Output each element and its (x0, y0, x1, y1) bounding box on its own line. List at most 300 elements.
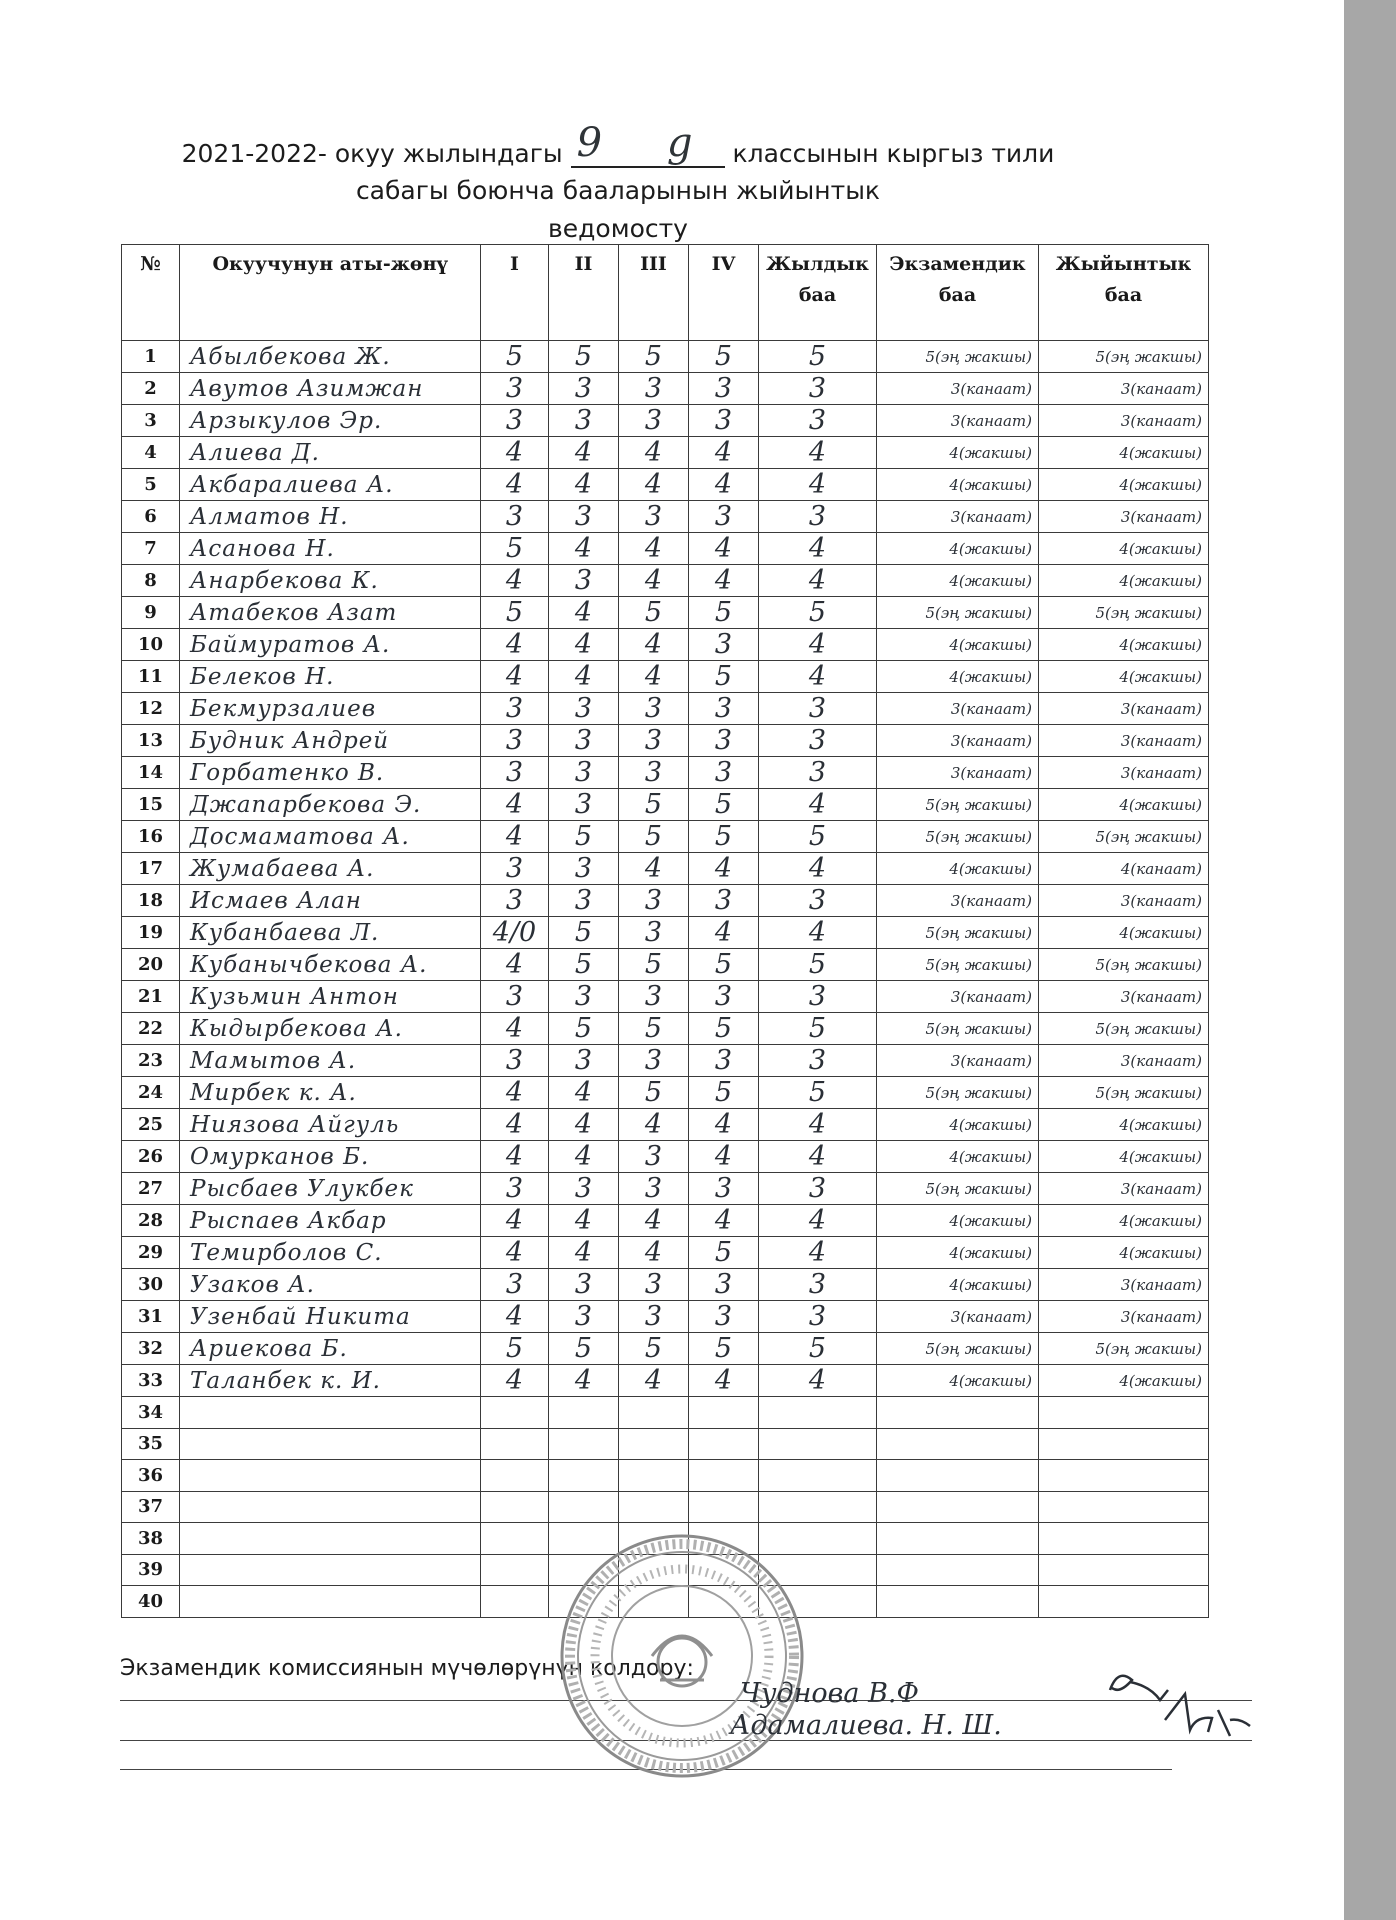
col-number-header: № (122, 245, 180, 341)
grade-q2: 5 (549, 949, 619, 981)
student-name: Рыспаев Акбар (180, 1205, 481, 1237)
grade-q4: 5 (689, 1333, 759, 1365)
grade-q3: 3 (619, 1045, 689, 1077)
grade-q2: 4 (549, 1077, 619, 1109)
exam-grade: 5(эң жакшы) (877, 821, 1039, 853)
year-grade: 3 (759, 757, 877, 789)
exam-grade: 5(эң жакшы) (877, 1077, 1039, 1109)
final-grade: 4(канаат) (1039, 853, 1209, 885)
grade-q4 (689, 1428, 759, 1460)
grade-q4: 3 (689, 1301, 759, 1333)
grade-q1: 5 (481, 533, 549, 565)
table-row (122, 1365, 1209, 1397)
table-row (122, 949, 1209, 981)
grade-q1: 4 (481, 1365, 549, 1397)
student-name: Алиева Д. (180, 437, 481, 469)
table-row (122, 565, 1209, 597)
student-name (180, 1428, 481, 1460)
final-grade (1039, 1586, 1209, 1618)
student-name: Рысбаев Улукбек (180, 1173, 481, 1205)
year-grade: 4 (759, 917, 877, 949)
final-grade: 5(эң жакшы) (1039, 341, 1209, 373)
final-grade: 5(эң жакшы) (1039, 1333, 1209, 1365)
grade-q1: 4/0 (481, 917, 549, 949)
grade-q1: 4 (481, 437, 549, 469)
grade-q3: 3 (619, 1141, 689, 1173)
student-name: Анарбекова К. (180, 565, 481, 597)
grade-q3: 4 (619, 1237, 689, 1269)
exam-grade: 3(канаат) (877, 1045, 1039, 1077)
row-number: 6 (122, 501, 180, 533)
final-grade: 4(жакшы) (1039, 661, 1209, 693)
grade-q2: 5 (549, 1333, 619, 1365)
grade-q4 (689, 1460, 759, 1492)
grade-q4: 3 (689, 1045, 759, 1077)
grade-q3 (619, 1491, 689, 1523)
year-grade: 5 (759, 949, 877, 981)
grade-q2: 3 (549, 757, 619, 789)
student-name: Кыдырбекова А. (180, 1013, 481, 1045)
row-number: 25 (122, 1109, 180, 1141)
table-row (122, 405, 1209, 437)
col-q1-header: I (481, 245, 549, 341)
student-name: Белеков Н. (180, 661, 481, 693)
exam-grade: 4(жакшы) (877, 565, 1039, 597)
grade-q3: 4 (619, 437, 689, 469)
row-number: 2 (122, 373, 180, 405)
student-name: Кузьмин Антон (180, 981, 481, 1013)
row-number: 14 (122, 757, 180, 789)
grade-q4: 5 (689, 1237, 759, 1269)
title-line-3: ведомосту (548, 214, 688, 243)
student-name: Мамытов А. (180, 1045, 481, 1077)
final-grade: 4(жакшы) (1039, 1205, 1209, 1237)
grade-q1 (481, 1397, 549, 1429)
exam-grade: 4(жакшы) (877, 1141, 1039, 1173)
grade-q3: 4 (619, 469, 689, 501)
grade-q1: 3 (481, 405, 549, 437)
grade-q3: 3 (619, 373, 689, 405)
grade-q4: 4 (689, 1365, 759, 1397)
table-row (122, 1045, 1209, 1077)
grade-q1: 3 (481, 725, 549, 757)
grade-q3: 4 (619, 565, 689, 597)
student-name: Узенбай Никита (180, 1301, 481, 1333)
row-number: 20 (122, 949, 180, 981)
table-row (122, 885, 1209, 917)
grade-q3: 5 (619, 1077, 689, 1109)
grade-q3: 3 (619, 1301, 689, 1333)
student-name: Кубанычбекова А. (180, 949, 481, 981)
commission-label: Экзамендик комиссиянын мүчөлөрүнүн колдору: (120, 1656, 694, 1681)
row-number: 5 (122, 469, 180, 501)
student-name (180, 1554, 481, 1586)
year-grade: 4 (759, 1205, 877, 1237)
exam-grade: 5(эң жакшы) (877, 1333, 1039, 1365)
grade-q3: 3 (619, 885, 689, 917)
exam-grade: 4(жакшы) (877, 629, 1039, 661)
student-name: Исмаев Алан (180, 885, 481, 917)
exam-grade: 4(жакшы) (877, 853, 1039, 885)
student-name: Абылбекова Ж. (180, 341, 481, 373)
final-grade (1039, 1554, 1209, 1586)
grade-q3: 4 (619, 629, 689, 661)
col-q2-header: II (549, 245, 619, 341)
student-name: Бекмурзалиев (180, 693, 481, 725)
grade-q2: 3 (549, 725, 619, 757)
final-grade: 3(канаат) (1039, 1269, 1209, 1301)
grade-q4: 4 (689, 917, 759, 949)
year-grade: 3 (759, 501, 877, 533)
row-number: 19 (122, 917, 180, 949)
exam-grade: 4(жакшы) (877, 1109, 1039, 1141)
student-name: Ариекова Б. (180, 1333, 481, 1365)
grade-q2: 4 (549, 1109, 619, 1141)
grade-q2: 4 (549, 1141, 619, 1173)
final-grade: 3(канаат) (1039, 1301, 1209, 1333)
row-number: 34 (122, 1397, 180, 1429)
table-row (122, 1237, 1209, 1269)
student-name: Акбаралиева А. (180, 469, 481, 501)
table-row (122, 789, 1209, 821)
grade-q3: 5 (619, 789, 689, 821)
grade-q1: 5 (481, 341, 549, 373)
year-grade: 3 (759, 1301, 877, 1333)
grade-q3: 4 (619, 533, 689, 565)
grade-q2: 5 (549, 341, 619, 373)
grade-q4 (689, 1397, 759, 1429)
col-year-header: Жылдык баа (759, 245, 877, 341)
student-name: Баймуратов А. (180, 629, 481, 661)
final-grade: 4(жакшы) (1039, 917, 1209, 949)
grade-q3 (619, 1428, 689, 1460)
table-row (122, 757, 1209, 789)
exam-grade: 5(эң жакшы) (877, 917, 1039, 949)
table-row (122, 693, 1209, 725)
row-number: 11 (122, 661, 180, 693)
year-grade: 4 (759, 1141, 877, 1173)
row-number: 4 (122, 437, 180, 469)
grade-q2: 3 (549, 501, 619, 533)
year-grade: 4 (759, 789, 877, 821)
grade-q3: 4 (619, 1205, 689, 1237)
exam-grade: 3(канаат) (877, 693, 1039, 725)
year-grade: 4 (759, 533, 877, 565)
grade-q2: 3 (549, 981, 619, 1013)
table-row (122, 1460, 1209, 1492)
row-number: 8 (122, 565, 180, 597)
exam-grade: 3(канаат) (877, 405, 1039, 437)
grade-q1: 3 (481, 981, 549, 1013)
table-row (122, 1077, 1209, 1109)
grade-q3: 3 (619, 757, 689, 789)
row-number: 38 (122, 1523, 180, 1555)
final-grade: 4(жакшы) (1039, 1109, 1209, 1141)
grade-q4: 3 (689, 981, 759, 1013)
grade-q1: 3 (481, 1173, 549, 1205)
row-number: 33 (122, 1365, 180, 1397)
grade-q1: 3 (481, 1045, 549, 1077)
grade-q2: 3 (549, 693, 619, 725)
row-number: 3 (122, 405, 180, 437)
table-row (122, 1141, 1209, 1173)
table-row (122, 437, 1209, 469)
table-row (122, 981, 1209, 1013)
grade-q3: 4 (619, 1109, 689, 1141)
grades-table (121, 244, 1209, 1618)
grade-q1: 4 (481, 565, 549, 597)
grade-q4: 3 (689, 405, 759, 437)
grade-q4: 3 (689, 885, 759, 917)
table-row (122, 629, 1209, 661)
grade-q4: 5 (689, 789, 759, 821)
row-number: 35 (122, 1428, 180, 1460)
grade-q3 (619, 1460, 689, 1492)
grade-q4: 3 (689, 693, 759, 725)
year-grade: 4 (759, 1109, 877, 1141)
row-number: 30 (122, 1269, 180, 1301)
grade-q3: 4 (619, 1365, 689, 1397)
table-row (122, 533, 1209, 565)
year-grade: 3 (759, 885, 877, 917)
exam-grade: 3(канаат) (877, 725, 1039, 757)
final-grade: 3(канаат) (1039, 1173, 1209, 1205)
final-grade: 5(эң жакшы) (1039, 949, 1209, 981)
year-grade: 4 (759, 1237, 877, 1269)
grade-q1: 3 (481, 693, 549, 725)
grade-q4: 5 (689, 661, 759, 693)
year-grade: 4 (759, 629, 877, 661)
final-grade (1039, 1397, 1209, 1429)
table-row (122, 373, 1209, 405)
row-number: 13 (122, 725, 180, 757)
table-row (122, 1013, 1209, 1045)
grade-q3: 5 (619, 597, 689, 629)
exam-grade: 5(эң жакшы) (877, 597, 1039, 629)
year-grade (759, 1397, 877, 1429)
grade-q2: 3 (549, 1045, 619, 1077)
grade-q4: 4 (689, 1141, 759, 1173)
grade-q1: 3 (481, 501, 549, 533)
year-grade (759, 1428, 877, 1460)
final-grade: 4(жакшы) (1039, 565, 1209, 597)
row-number: 39 (122, 1554, 180, 1586)
final-grade: 3(канаат) (1039, 693, 1209, 725)
final-grade: 4(жакшы) (1039, 1365, 1209, 1397)
grade-q3: 5 (619, 949, 689, 981)
grade-q1 (481, 1586, 549, 1618)
round-seal-stamp-icon (556, 1530, 808, 1782)
grade-q2 (549, 1428, 619, 1460)
grade-q4: 4 (689, 437, 759, 469)
year-grade: 3 (759, 981, 877, 1013)
exam-grade (877, 1554, 1039, 1586)
grade-q1: 4 (481, 1013, 549, 1045)
table-row (122, 1428, 1209, 1460)
table-row (122, 1397, 1209, 1429)
table-row (122, 341, 1209, 373)
row-number: 1 (122, 341, 180, 373)
class-blank (571, 120, 725, 168)
grade-q2: 4 (549, 597, 619, 629)
grade-q1 (481, 1460, 549, 1492)
year-grade: 5 (759, 1333, 877, 1365)
student-name (180, 1491, 481, 1523)
col-final-header: Жыйынтык баа (1039, 245, 1209, 341)
exam-grade: 3(канаат) (877, 1301, 1039, 1333)
grade-q4: 4 (689, 469, 759, 501)
year-grade: 4 (759, 1365, 877, 1397)
row-number: 22 (122, 1013, 180, 1045)
year-grade: 3 (759, 693, 877, 725)
final-grade: 3(канаат) (1039, 405, 1209, 437)
student-name: Ниязова Айгуль (180, 1109, 481, 1141)
grade-q1: 4 (481, 1205, 549, 1237)
table-row (122, 1109, 1209, 1141)
final-grade: 3(канаат) (1039, 885, 1209, 917)
grade-q1: 4 (481, 661, 549, 693)
student-name: Алматов Н. (180, 501, 481, 533)
grade-q1: 3 (481, 757, 549, 789)
row-number: 31 (122, 1301, 180, 1333)
row-number: 32 (122, 1333, 180, 1365)
grade-q4: 3 (689, 501, 759, 533)
grade-q1: 4 (481, 1077, 549, 1109)
year-grade (759, 1460, 877, 1492)
grade-q3: 3 (619, 917, 689, 949)
table-row (122, 853, 1209, 885)
year-grade: 4 (759, 661, 877, 693)
student-name: Узаков А. (180, 1269, 481, 1301)
title-line-1 (0, 120, 1316, 168)
grade-q2 (549, 1397, 619, 1429)
row-number: 36 (122, 1460, 180, 1492)
grade-q4: 3 (689, 1269, 759, 1301)
final-grade: 5(эң жакшы) (1039, 821, 1209, 853)
grade-q1 (481, 1523, 549, 1555)
exam-grade: 4(жакшы) (877, 661, 1039, 693)
row-number: 24 (122, 1077, 180, 1109)
grade-q3: 5 (619, 1013, 689, 1045)
final-grade: 4(жакшы) (1039, 1237, 1209, 1269)
grade-q1: 4 (481, 1301, 549, 1333)
exam-grade (877, 1397, 1039, 1429)
grade-q2: 4 (549, 533, 619, 565)
year-grade: 3 (759, 1045, 877, 1077)
grade-q3: 3 (619, 1173, 689, 1205)
grade-q3: 3 (619, 405, 689, 437)
table-row (122, 725, 1209, 757)
row-number: 26 (122, 1141, 180, 1173)
student-name: Асанова Н. (180, 533, 481, 565)
student-name: Кубанбаева Л. (180, 917, 481, 949)
grade-q3: 3 (619, 1269, 689, 1301)
col-name-header: Окуучунун аты-жөнү (180, 245, 481, 341)
grade-q2: 4 (549, 437, 619, 469)
grade-q1: 5 (481, 597, 549, 629)
exam-grade: 5(эң жакшы) (877, 949, 1039, 981)
student-name (180, 1460, 481, 1492)
year-grade (759, 1491, 877, 1523)
grade-q2: 3 (549, 885, 619, 917)
table-header-row (122, 245, 1209, 341)
student-name (180, 1523, 481, 1555)
row-number: 37 (122, 1491, 180, 1523)
signature-2: Адамалиева. Н. Ш. (730, 1710, 1002, 1741)
row-number: 15 (122, 789, 180, 821)
student-name: Авутов Азимжан (180, 373, 481, 405)
year-grade: 3 (759, 725, 877, 757)
table-row (122, 1205, 1209, 1237)
final-grade: 3(канаат) (1039, 1045, 1209, 1077)
year-grade: 4 (759, 469, 877, 501)
signature-1: Чуднова В.Ф (740, 1678, 919, 1709)
grade-q4: 4 (689, 533, 759, 565)
student-name: Будник Андрей (180, 725, 481, 757)
grade-q2: 5 (549, 1013, 619, 1045)
row-number: 9 (122, 597, 180, 629)
grade-q4: 4 (689, 1109, 759, 1141)
row-number: 23 (122, 1045, 180, 1077)
grade-q4 (689, 1491, 759, 1523)
grade-q4: 4 (689, 565, 759, 597)
grade-q4: 5 (689, 821, 759, 853)
title-prefix: 2021-2022- окуу жылындагы (181, 139, 563, 168)
student-name: Жумабаева А. (180, 853, 481, 885)
grade-q2: 3 (549, 405, 619, 437)
grade-q2: 5 (549, 917, 619, 949)
exam-grade (877, 1523, 1039, 1555)
year-grade: 3 (759, 373, 877, 405)
exam-grade: 5(эң жакшы) (877, 1013, 1039, 1045)
grade-q3: 4 (619, 661, 689, 693)
final-grade (1039, 1491, 1209, 1523)
table-row (122, 1301, 1209, 1333)
row-number: 21 (122, 981, 180, 1013)
exam-grade: 4(жакшы) (877, 437, 1039, 469)
exam-grade: 5(эң жакшы) (877, 341, 1039, 373)
final-grade: 4(жакшы) (1039, 469, 1209, 501)
row-number: 17 (122, 853, 180, 885)
year-grade: 3 (759, 1173, 877, 1205)
grade-q2: 3 (549, 1173, 619, 1205)
grade-q4: 5 (689, 597, 759, 629)
grade-q3: 3 (619, 693, 689, 725)
student-name: Мирбек к. А. (180, 1077, 481, 1109)
grade-q2: 3 (549, 1301, 619, 1333)
grade-q3: 4 (619, 853, 689, 885)
grade-q2: 3 (549, 853, 619, 885)
grade-q1 (481, 1428, 549, 1460)
exam-grade (877, 1586, 1039, 1618)
grade-q1: 3 (481, 853, 549, 885)
student-name: Горбатенко В. (180, 757, 481, 789)
grade-q2 (549, 1460, 619, 1492)
final-grade: 5(эң жакшы) (1039, 1013, 1209, 1045)
grade-q1: 4 (481, 469, 549, 501)
grade-q2: 3 (549, 789, 619, 821)
exam-grade: 4(жакшы) (877, 533, 1039, 565)
grade-q3: 3 (619, 725, 689, 757)
exam-grade (877, 1428, 1039, 1460)
table-row (122, 1333, 1209, 1365)
final-grade: 4(жакшы) (1039, 1141, 1209, 1173)
grade-q2: 4 (549, 661, 619, 693)
table-row (122, 917, 1209, 949)
grade-q1: 4 (481, 629, 549, 661)
exam-grade (877, 1491, 1039, 1523)
table-row (122, 661, 1209, 693)
